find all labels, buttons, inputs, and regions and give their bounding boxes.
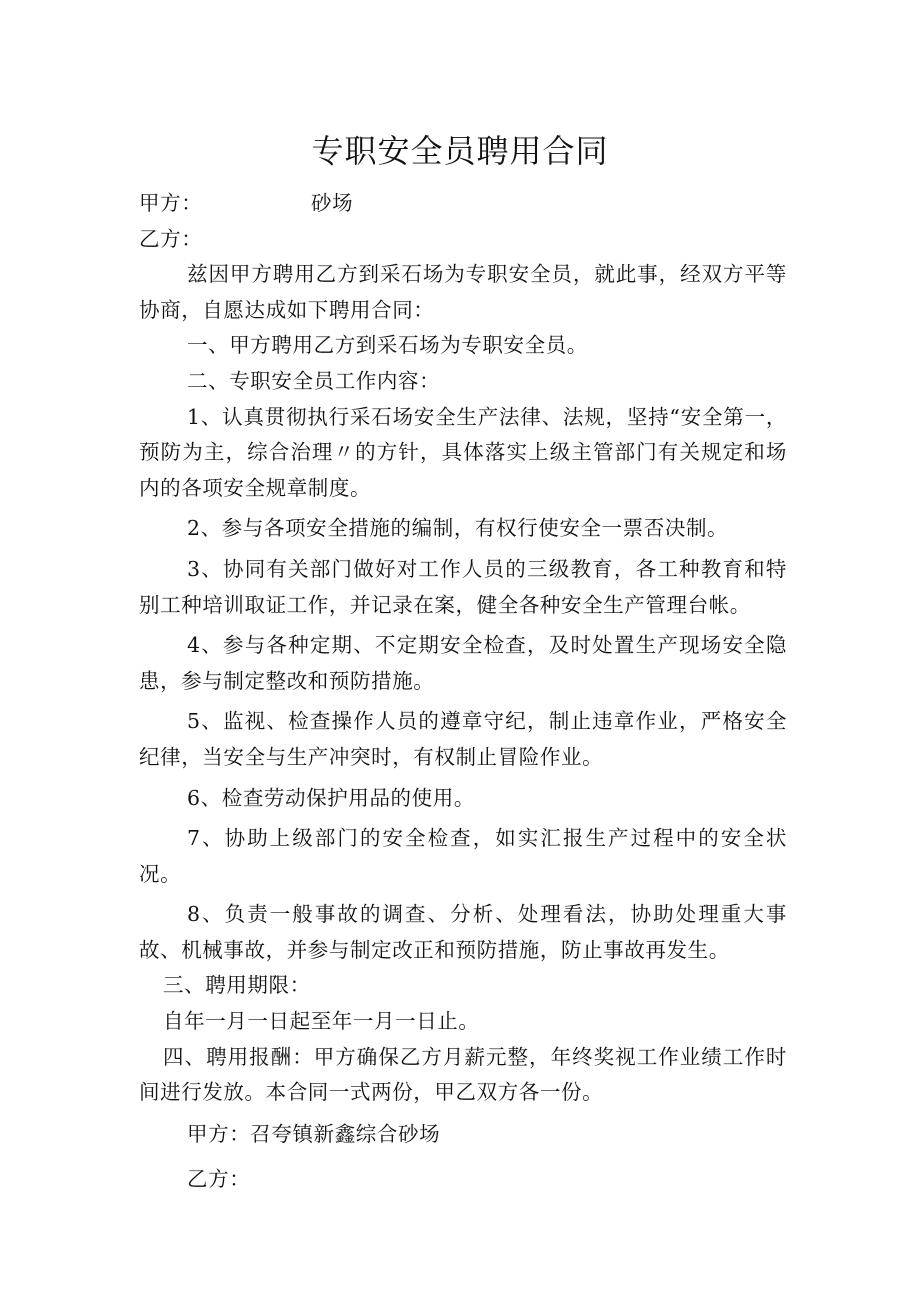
duty-item-8: 8、负责一般事故的调查、分析、处理看法，协助处理重大事故、机械事故，并参与制定改正和预防措施，防止事故再发生。 xyxy=(139,902,787,962)
document-body xyxy=(139,186,787,1198)
signature-party-b: 乙方： xyxy=(187,1167,251,1192)
term-text: 自年一月一日起至年一月一日止。 xyxy=(163,1009,480,1034)
duty-item-2: 2、参与各项安全措施的编制，有权行使安全一票否决制。 xyxy=(187,516,729,541)
signature-party-a: 甲方：召夸镇新鑫综合砂场 xyxy=(187,1121,441,1146)
section-1: 一、甲方聘用乙方到采石场为专职安全员。 xyxy=(187,333,588,358)
duty-item-7: 7、协助上级部门的安全检查，如实汇报生产过程中的安全状况。 xyxy=(139,826,787,886)
party-a-value: 砂场 xyxy=(311,191,354,215)
duty-item-6: 6、检查劳动保护用品的使用。 xyxy=(187,785,475,810)
duty-item-3: 3、协同有关部门做好对工作人员的三级教育，各工种教育和特别工种培训取证工作，并记录在案，健全各种安全生产管理台帐。 xyxy=(139,556,787,617)
party-a-label: 甲方： xyxy=(139,191,203,215)
document-title: 专职安全员聘用合同 xyxy=(311,132,609,170)
duty-item-1: 1、认真贯彻执行采石场安全生产法律、法规，坚持“安全第一，预防为主，综合治理〃的方针，具体落实上级主管部门有关规定和场内的各项安全规章制度。 xyxy=(139,404,787,500)
duty-item-5: 5、监视、检查操作人员的遵章守纪，制止违章作业，严格安全纪律，当安全与生产冲突时，有权制止冒险作业。 xyxy=(139,709,787,769)
party-b-line xyxy=(139,222,787,258)
section-4: 四、聘用报酬：甲方确保乙方月薪元整，年终奖视工作业绩工作时间进行发放。本合同一式两份，甲乙双方各一份。 xyxy=(139,1044,787,1105)
intro-paragraph: 兹因甲方聘用乙方到采石场为专职安全员，就此事，经双方平等协商，自愿达成如下聘用合同： xyxy=(139,262,787,322)
section-3-title: 三、聘用期限： xyxy=(163,973,311,998)
party-a-line xyxy=(139,186,787,222)
party-b-label: 乙方： xyxy=(139,226,203,251)
duty-item-4: 4、参与各种定期、不定期安全检查，及时处置生产现场安全隐患，参与制定整改和预防措施。 xyxy=(139,633,787,693)
section-2-title: 二、专职安全员工作内容： xyxy=(187,368,441,393)
